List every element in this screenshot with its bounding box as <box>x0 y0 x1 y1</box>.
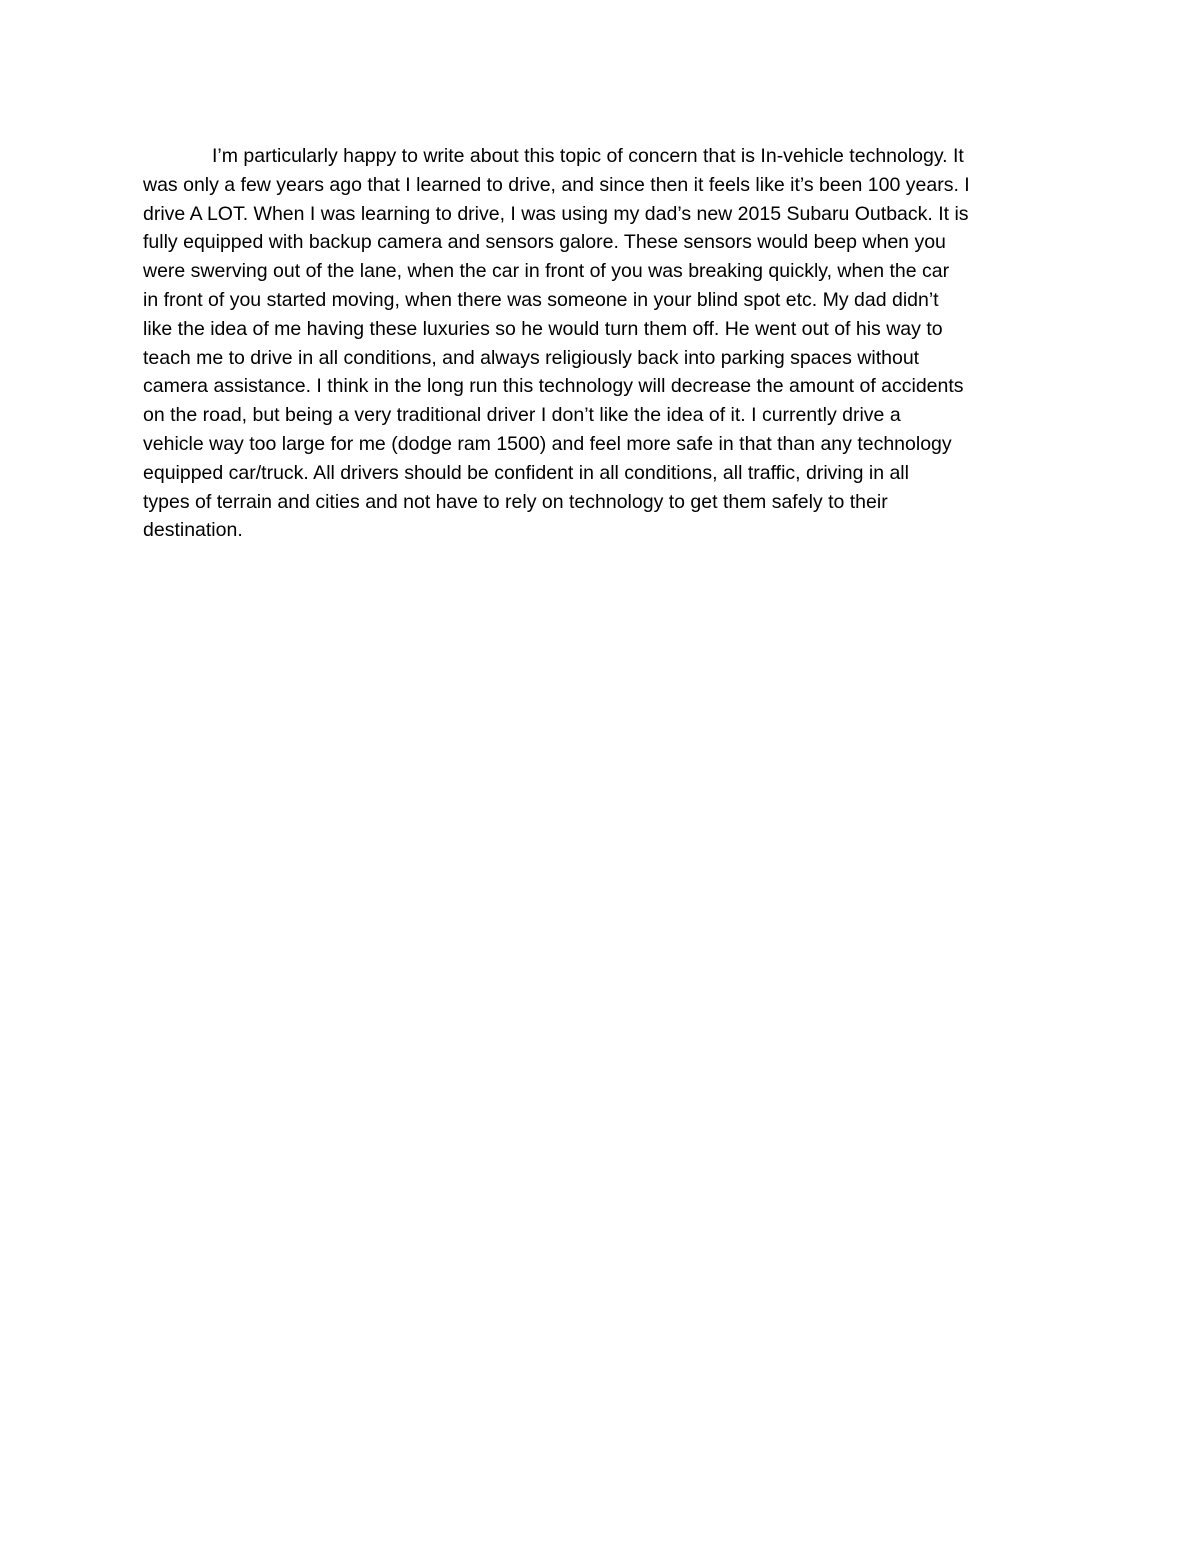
paragraph-line: were swerving out of the lane, when the car in front of you was breaking quickly, when the car <box>143 260 950 283</box>
paragraph-line: teach me to drive in all conditions, and always religiously back into parking spaces without <box>143 346 920 369</box>
paragraph-line: camera assistance. I think in the long run this technology will decrease the amount of accidents <box>143 375 964 398</box>
paragraph-line: destination. <box>143 519 243 542</box>
paragraph-line: types of terrain and cities and not have to rely on technology to get them safely to their <box>143 490 888 513</box>
paragraph-line: in front of you started moving, when there was someone in your blind spot etc. My dad didn’t <box>143 288 939 311</box>
paragraph-line: I’m particularly happy to write about this topic of concern that is In-vehicle technology. It <box>212 145 964 167</box>
paragraph-line: equipped car/truck. All drivers should be confident in all conditions, all traffic, driving in all <box>143 461 909 484</box>
paragraph-line: was only a few years ago that I learned to drive, and since then it feels like it’s been 100 years. I <box>143 173 970 196</box>
body-paragraph <box>143 142 1063 545</box>
paragraph-line: fully equipped with backup camera and sensors galore. These sensors would beep when you <box>143 231 946 254</box>
paragraph-line: vehicle way too large for me (dodge ram 1500) and feel more safe in that than any technology <box>143 432 952 455</box>
paragraph-line: on the road, but being a very traditional driver I don’t like the idea of it. I currently drive a <box>143 404 901 427</box>
paragraph-line: like the idea of me having these luxuries so he would turn them off. He went out of his way to <box>143 317 943 340</box>
paragraph-line: drive A LOT. When I was learning to drive, I was using my dad’s new 2015 Subaru Outback. It is <box>143 202 969 225</box>
